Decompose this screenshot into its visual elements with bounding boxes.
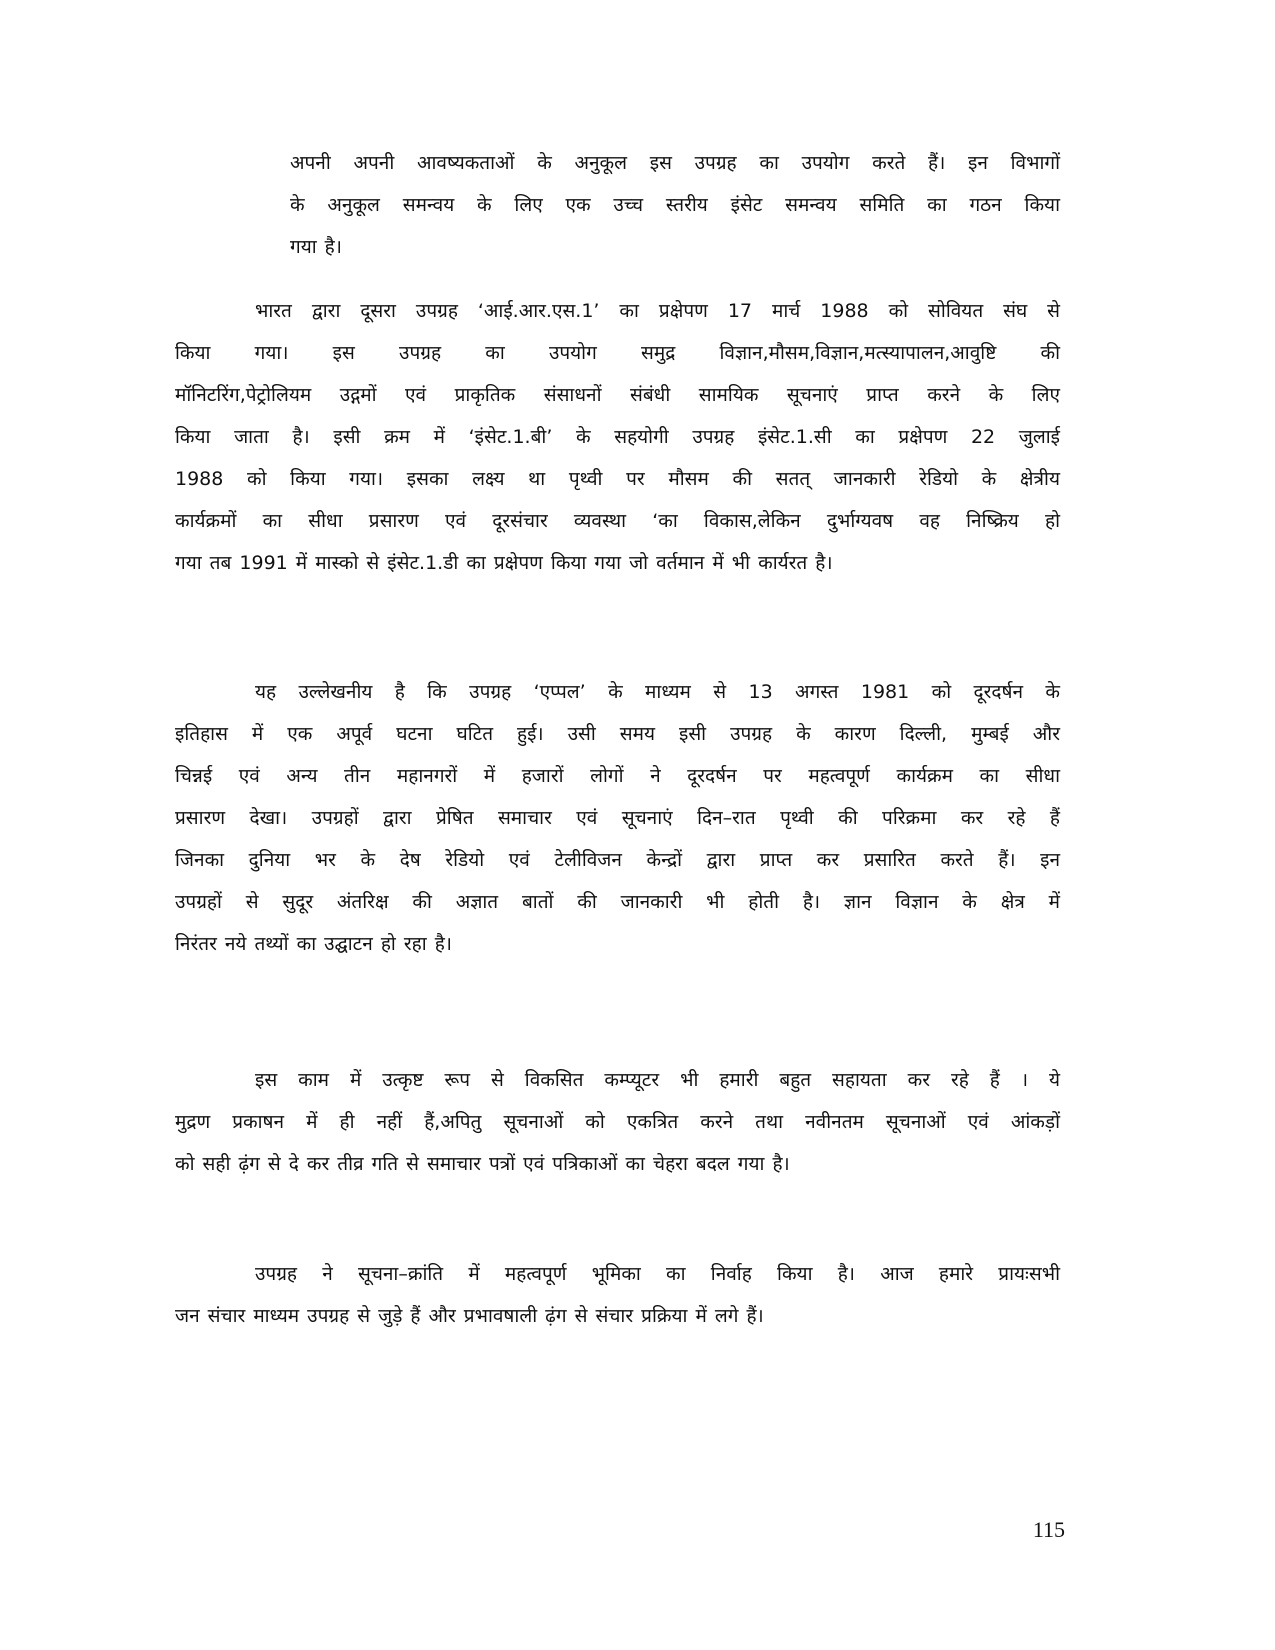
text-line: इस काम में उत्कृष्ट रूप से विकसित कम्प्यूटर भी हमारी बहुत सहायता कर रहे हैं । ये	[255, 1069, 1060, 1091]
page-number: 115	[1032, 1517, 1065, 1542]
text-line: गया है।	[290, 236, 342, 258]
text-line: उपग्रह ने सूचना–क्रांति में महत्वपूर्ण भूमिका का निर्वाह किया है। आज हमारे प्रायःसभी	[255, 1263, 1060, 1285]
text-line: उपग्रहों से सुदूर अंतरिक्ष की अज्ञात बातों की जानकारी भी होती है। ज्ञान विज्ञान के क्षेत्र में	[175, 891, 1060, 913]
text-line: किया जाता है। इसी क्रम में ‘इंसेट.1.बी’ के सहयोगी उपग्रह इंसेट.1.सी का प्रक्षेपण 22 जुलाई	[175, 426, 1060, 448]
text-line: जिनका दुनिया भर के देष रेडियो एवं टेलीविजन केन्द्रों द्वारा प्राप्त कर प्रसारित करते हैं। इन	[175, 849, 1060, 871]
text-line: के अनुकूल समन्वय के लिए एक उच्च स्तरीय इंसेट समन्वय समिति का गठन किया	[290, 194, 1060, 216]
text-line: को सही ढ़ंग से दे कर तीव्र गति से समाचार पत्रों एवं पत्रिकाओं का चेहरा बदल गया है।	[175, 1153, 790, 1175]
paragraph-information-revolution	[175, 1253, 1060, 1337]
text-line: मॉनिटरिंग,पेट्रोलियम उद्गमों एवं प्राकृतिक संसाधनों संबंधी सामयिक सूचनाएं प्राप्त करने के लिए	[175, 384, 1060, 406]
paragraph-irs-satellite	[175, 290, 1060, 584]
text-line: कार्यक्रमों का सीधा प्रसारण एवं दूरसंचार व्यवस्था ‘का विकास,लेकिन दुर्भाग्यवष वह निष्क्रिय हो	[175, 510, 1060, 532]
text-line: अपनी अपनी आवष्यकताओं के अनुकूल इस उपग्रह का उपयोग करते हैं। इन विभागों	[290, 152, 1060, 174]
text-line: निरंतर नये तथ्यों का उद्घाटन हो रहा है।	[175, 933, 452, 955]
text-line: गया तब 1991 में मास्को से इंसेट.1.डी का प्रक्षेपण किया गया जो वर्तमान में भी कार्यरत है।	[175, 552, 833, 574]
paragraph-computer	[175, 1059, 1060, 1185]
text-line: जन संचार माध्यम उपग्रह से जुड़े हैं और प्रभावषाली ढ़ंग से संचार प्रक्रिया में लगे हैं।	[175, 1305, 764, 1327]
paragraph-insat-coordination	[290, 142, 1060, 268]
text-line: चिन्नई एवं अन्य तीन महानगरों में हजारों लोगों ने दूरदर्षन पर महत्वपूर्ण कार्यक्रम का सीधा	[175, 765, 1060, 787]
text-line: प्रसारण देखा। उपग्रहों द्वारा प्रेषित समाचार एवं सूचनाएं दिन–रात पृथ्वी की परिक्रमा कर रहे हैं	[175, 807, 1060, 829]
text-line: 1988 को किया गया। इसका लक्ष्य था पृथ्वी पर मौसम की सतत् जानकारी रेडियो के क्षेत्रीय	[175, 468, 1060, 490]
text-line: इतिहास में एक अपूर्व घटना घटित हुई। उसी समय इसी उपग्रह के कारण दिल्ली, मुम्बई और	[175, 723, 1060, 745]
text-line: भारत द्वारा दूसरा उपग्रह ‘आई.आर.एस.1’ का प्रक्षेपण 17 मार्च 1988 को सोवियत संघ से	[255, 300, 1060, 322]
text-line: मुद्रण प्रकाषन में ही नहीं हैं,अपितु सूचनाओं को एकत्रित करने तथा नवीनतम सूचनाओं एवं आंकड़ों	[175, 1111, 1060, 1133]
text-line: यह उल्लेखनीय है कि उपग्रह ‘एप्पल’ के माध्यम से 13 अगस्त 1981 को दूरदर्षन के	[255, 681, 1060, 703]
paragraph-apple-satellite	[175, 671, 1060, 965]
text-line: किया गया। इस उपग्रह का उपयोग समुद्र विज्ञान,मौसम,विज्ञान,मत्स्यापालन,आवुष्टि की	[175, 342, 1060, 364]
